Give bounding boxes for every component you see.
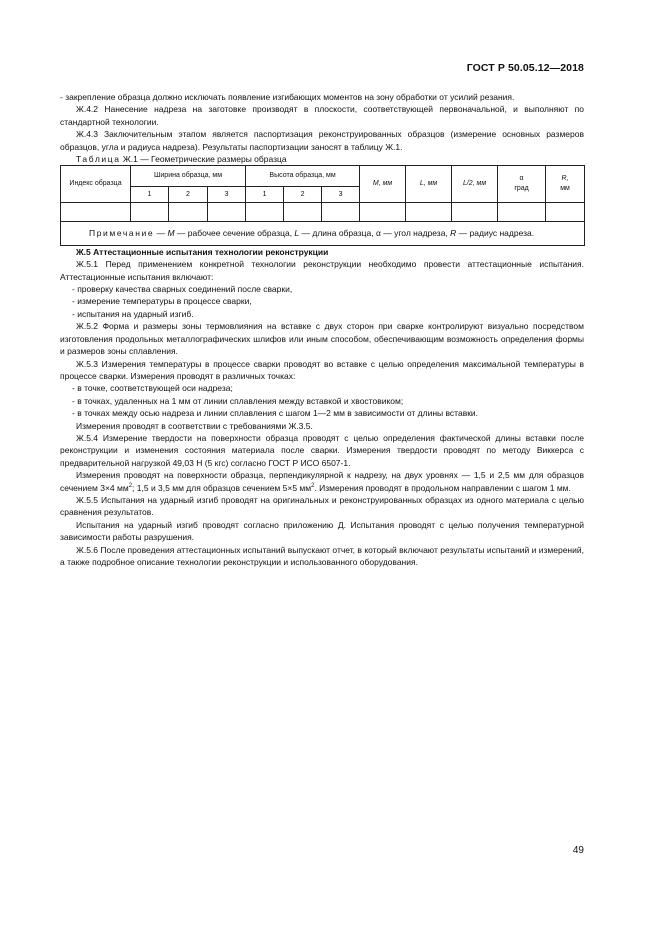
table-note [61,222,585,245]
table-caption-title: Ж.1 — Геометрические размеры образца [120,154,287,165]
table-cell [246,203,284,222]
header-height-group: Высота образца, мм [246,166,360,187]
page-number: 49 [572,845,584,856]
superscript: 2 [128,482,133,489]
header-l: L, мм [406,166,452,203]
body-paragraph [60,469,584,494]
table-note-text: — [154,228,168,239]
table-note-text: — радиус надреза. [456,228,535,239]
body-paragraph: Ж.5.1 Перед применением конкретной технологии реконструкции необходимо провести аттестационные испытания. Аттестационные испытания включают: [60,259,584,282]
header-l-half: L/2, мм [452,166,498,203]
header-alpha [498,166,546,203]
paragraph-text: ; 1,5 и 3,5 мм для образцов сечением 5×5 мм [132,482,312,493]
table-cell [169,203,208,222]
header-width-2: 2 [169,187,208,203]
paragraph-text: . Измерения проводят в продольном направлении с шагом 1 мм. [314,482,571,493]
header-r-unit: мм [560,185,570,193]
header-alpha-symbol: α [519,175,524,183]
list-item: - в точках между осью надреза и линии сплавления с шагом 1—2 мм в зависимости от длины вставки. [72,408,479,419]
body-paragraph: Ж.5.4 Измерение твердости на поверхности образца проводят с целью определения фактической длины вставки после реконструкции и изменения состояния материала после сварки. Измерения твердости проводят по методу Виккерса с предварительной нагрузкой 49,03 Н (5 кгс) согласно ГОСТ Р ИСО 6507-1. [60,432,584,468]
superscript: 2 [311,482,315,489]
table-cell [61,203,131,222]
header-index: Индекс образца [61,166,131,203]
table-cell [498,203,546,222]
table-cell [208,203,246,222]
list-item: - в точке, соответствующей оси надреза; [72,383,233,394]
table-cell [131,203,169,222]
table-note-word: Примечание [89,228,155,239]
list-item: - измерение температуры в процессе сварки, [72,296,252,307]
header-height-1: 1 [246,187,284,203]
header-width-1: 1 [131,187,169,203]
table-caption [60,153,584,165]
list-item: - испытания на ударный изгиб. [72,308,194,319]
table-note-text: — длина образца, α — угол надреза, [299,228,451,239]
table-cell [360,203,406,222]
document-code-header: ГОСТ Р 50.05.12—2018 [466,62,584,74]
table-row [61,203,585,222]
body-paragraph: Измерения проводят в соответствии с требованиями Ж.3.5. [76,420,313,431]
header-width-3: 3 [208,187,246,203]
intro-paragraph: Ж.4.3 Заключительным этапом является паспортизация реконструированных образцов (измерение основных размеров образцов, угла и радиуса надреза). Результаты паспортизации заносят в таблицу Ж.1. [60,129,584,152]
table-cell [406,203,452,222]
geometry-table [60,165,585,245]
intro-paragraph: - закрепление образца должно исключать появление изгибающих моментов на зону обработки от усилий резания. [60,92,515,102]
header-m: M, мм [360,166,406,203]
header-height-2: 2 [284,187,322,203]
table-cell [452,203,498,222]
body-paragraph: Ж.5.6 После проведения аттестационных испытаний выпускают отчет, в который включают результаты испытаний и измерений, а также подробное описание технологии реконструкции и использованного оборудования. [60,544,584,567]
body-paragraph: Испытания на ударный изгиб проводят согласно приложению Д. Испытания проводят с целью получения температурной зависимости работы разрушения. [60,519,584,543]
paragraph-text: Измерения проводят на поверхности образца, перпендикулярной к надрезу, на двух уровнях — 1,5 и 2,5 мм для образцов сечением 3×4 мм [60,470,584,493]
table-cell [546,203,585,222]
table-caption-word: Таблица [76,154,121,165]
table-note-text: — рабочее сечение образца, [174,228,295,239]
list-item: - проверку качества сварных соединений после сварки, [72,284,293,295]
header-width-group: Ширина образца, мм [131,166,246,187]
table-cell [322,203,360,222]
table-note-symbol: R [450,228,457,239]
page-content [60,91,584,568]
table-note-symbol: M [167,228,175,239]
header-height-3: 3 [322,187,360,203]
table-note-symbol: L [294,228,300,239]
header-alpha-unit: град [514,185,529,193]
table-cell [284,203,322,222]
list-item: - в точках, удаленных на 1 мм от линии сплавления между вставкой и хвостовиком; [72,395,404,406]
body-paragraph: Ж.5.2 Форма и размеры зоны термовлияния на вставке с двух сторон при сварке контролируют визуально посредством изготовления продольных металлографических шлифов или иным способом, обеспечивающим возможность определения формы и размеров зоны сплавления. [60,321,584,357]
header-r-symbol: R, [561,175,569,183]
section-title: Ж.5 Аттестационные испытания технологии реконструкции [76,246,329,257]
body-paragraph: Ж.5.5 Испытания на ударный изгиб проводят на оригинальных и реконструированных образцах из одного материала с целью сравнения результатов. [60,494,584,518]
body-paragraph: Ж.5.3 Измерения температуры в процессе сварки проводят во вставке с целью определения максимальной температуры в процессе сварки. Измерения проводят в различных точках: [60,358,584,381]
intro-paragraph: Ж.4.2 Нанесение надреза на заготовке производят в плоскости, соответствующей первоначальной, и выполняют по стандартной технологии. [60,104,584,127]
header-r [546,166,585,203]
